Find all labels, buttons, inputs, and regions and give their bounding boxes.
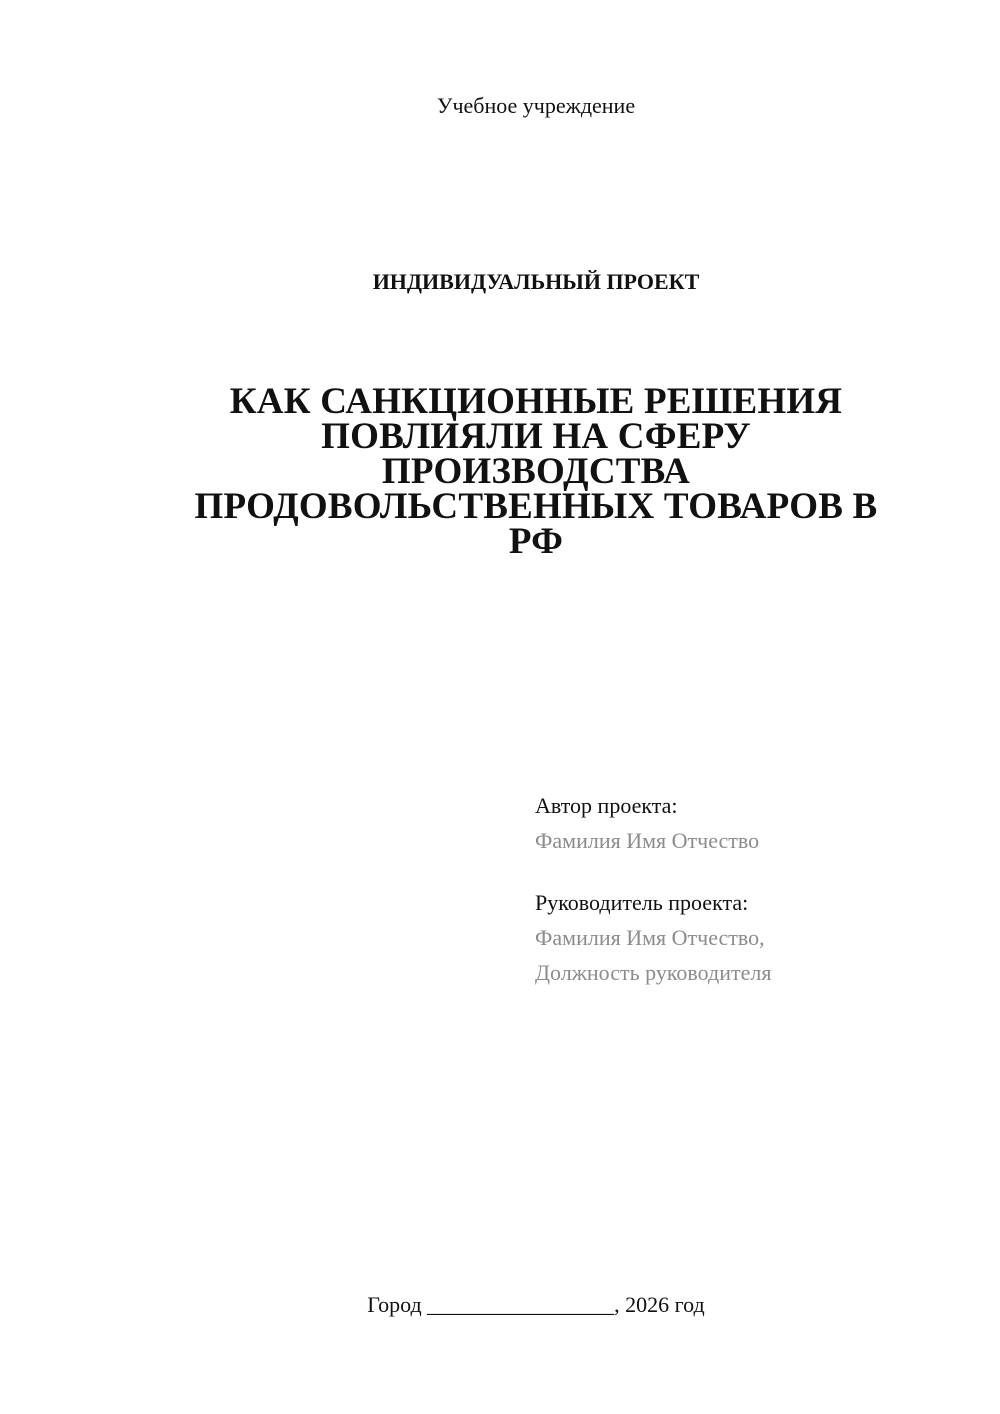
supervisor-label: Руководитель проекта: <box>535 890 749 915</box>
project-title <box>150 381 922 562</box>
institution-name: Учебное учреждение <box>436 93 636 118</box>
city-year-line: Город _________________, 2026 год <box>367 1292 705 1317</box>
project-title-line: ПРОДОВОЛЬСТВЕННЫХ ТОВАРОВ В <box>194 486 878 527</box>
supervisor-position: Должность руководителя <box>535 960 772 985</box>
project-title-line: КАК САНКЦИОННЫЕ РЕШЕНИЯ <box>229 381 843 422</box>
project-title-line: ПРОИЗВОДСТВА <box>381 451 691 492</box>
project-title-line: ПОВЛИЯЛИ НА СФЕРУ <box>321 416 751 457</box>
project-title-line: РФ <box>508 521 564 562</box>
project-type-heading: ИНДИВИДУАЛЬНЫЙ ПРОЕКТ <box>372 269 700 294</box>
author-label: Автор проекта: <box>535 793 678 818</box>
project-participants <box>535 788 975 990</box>
author-name: Фамилия Имя Отчество <box>535 828 760 853</box>
supervisor-name: Фамилия Имя Отчество, <box>535 925 765 950</box>
spacer <box>535 858 975 885</box>
